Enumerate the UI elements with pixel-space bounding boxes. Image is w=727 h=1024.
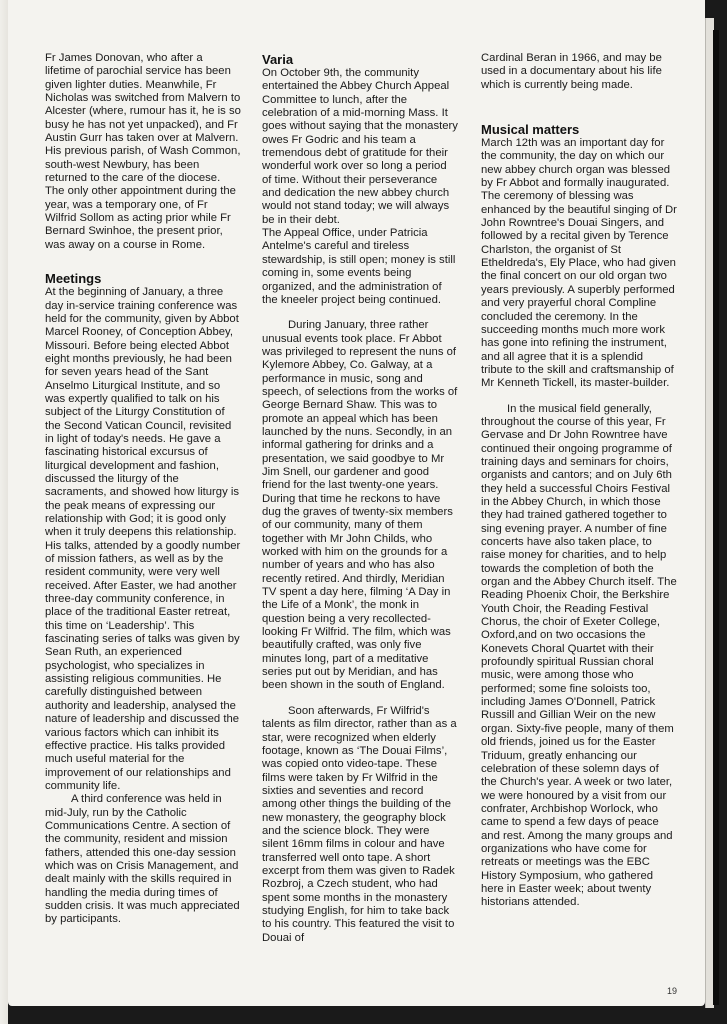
paragraph-appeal-committee: On October 9th, the community entertained the Abbey Church Appeal Committee to lunch, after the celebration of a mid-morning Mass. It goes without saying that the monastery owes Fr Godric and his team a tremendous debt of gratitude for their wonderful work over so long a period of time. Without their perseverance and dedication the new abbey church would not stand today; we will always be in their debt.: [262, 67, 458, 226]
paragraph-musical-field: In the musical field generally, throughout the course of this year, Fr Gervase and Dr John Rowntree have continued their ongoing programme of training days and seminars for choirs, organists and cantors; and on July 6th they held a successful Choirs Festival in the Abbey Church, in which those they had trained gathered together to sing evening prayer. A number of fine concerts have also taken place, to raise money for charities, and to help towards the completion of both the organ and the Abbey Church itself. The Reading Phoenix Choir, the Berkshire Youth Choir, the Reading Festival Chorus, the choir of Exeter College, Oxford,and on two occasions the Konevets Choral Quartet with their profoundly spiritual Russian choral music, were among those who performed; some fine soloists too, including James O'Donnell, Patrick Russill and Gillian Weir on the new organ. Sixty-five people, many of them old friends, joined us for the Easter Triduum, greatly enhancing our celebration of these solemn days of the Church's year. A week or two later, we were honoured by a visit from our confrater, Archbishop Worlock, who came to spend a few days of peace and rest. Among the many groups and organizations who have come for retreats or meetings was the EBC History Symposium, who gathered here in Easter week; about twenty historians attended.: [481, 402, 677, 909]
page-number: 19: [667, 986, 678, 996]
column-middle: [262, 52, 458, 945]
paragraph-january-events: During January, three rather unusual events took place. Fr Abbot was privileged to represent the nuns of Kylemore Abbey, Co. Galway, at a performance in music, song and speech, of selections from the works of George Bernard Shaw. This was to promote an appeal which has been launched by the nuns. Secondly, in an informal gathering for drinks and a presentation, we said goodbye to Mr Jim Snell, our gardener and good friend for the last twenty-one years. During that time he reckons to have dug the graves of twenty-six members of our community, many of them together with Mr John Childs, who worked with him on the grounds for a number of years and who has also recently retired. And thirdly, Meridian TV spent a day here, filming ‘A Day in the Life of a Monk’, the monk in question being a very recollected-looking Fr Wilfrid. The film, which was beautifully crafted, was only five minutes long, part of a meditative series put out by Meridian, and has been shown in the south of England.: [262, 319, 458, 692]
scan-left-margin: [0, 0, 8, 1024]
heading-meetings: Meetings: [45, 271, 102, 287]
paragraph-organ-blessing: March 12th was an important day for the community, the day on which our new abbey church organ was blessed by Fr Abbot and formally inaugurated. The ceremony of blessing was enhanced by the beautiful singing of Dr John Rowntree's Douai Singers, and followed by a recital given by Terence Charlston, the organist of St Etheldreda's, Ely Place, who had given the final concert on our old organ two years previously. A superbly performed and very prayerful choral Compline concluded the ceremony. In the succeeding months much more work has gone into refining the instrument, and all agree that it is a splendid tribute to the skill and craftsmanship of Mr Kenneth Tickell, its master-builder.: [481, 137, 677, 390]
paragraph-third-conference: A third conference was held in mid-July, run by the Catholic Communications Centre. A section of the community, resident and mission fathers, attended this one-day session which was on Crisis Management, and dealt mainly with the skills required in handling the media during times of sudden crisis. It was much appreciated by participants.: [45, 793, 240, 926]
heading-musical-matters: Musical matters: [481, 122, 580, 138]
paragraph-appointments: Fr James Donovan, who after a lifetime of parochial service has been given lighter duties. Meanwhile, Fr Nicholas was switched from Malvern to Alcester (where, rumour has it, he is so busy he has not yet unpacked), and Fr Austin Gurr has taken over at Malvern. His previous parish, of Wash Common, south-west Newbury, has been returned to the care of the diocese. The only other appointment during the year, was a temporary one, of Fr Wilfrid Sollom as acting prior while Fr Bernard Swinhoe, the present prior, was away on a course in Rome.: [45, 52, 241, 251]
scan-right-border: [713, 30, 719, 1005]
heading-varia: Varia: [262, 52, 294, 67]
paragraph-cardinal-beran: Cardinal Beran in 1966, and may be used in a documentary about his life which is currently being made.: [481, 52, 662, 91]
paragraph-appeal-office: The Appeal Office, under Patricia Antelme's careful and tireless stewardship, is still open; money is still coming in, some events being organized, and the administration of the kneeler project being continued.: [262, 227, 456, 306]
paragraph-douai-films: Soon afterwards, Fr Wilfrid's talents as film director, rather than as a star, were recognized when elderly footage, known as ‘The Douai Films’, was copied onto video-tape. These films were taken by Fr Wilfrid in the sixties and seventies and record among other things the building of the new monastery, the geography block and the science block. They were silent 16mm films in colour and have transferred well onto tape. A short excerpt from them was given to Radek Rozbroj, a Czech student, who had spent some months in the monastery studying English, for him to take back to his country. This featured the visit to Douai of: [262, 704, 457, 944]
column-left: [45, 52, 241, 927]
column-right: [481, 52, 677, 910]
paragraph-conference-january: At the beginning of January, a three day in-service training conference was held for the community, given by Abbot Marcel Rooney, of Conception Abbey, Missouri. Before being elected Abbot eight months previously, he had been for seven years head of the Sant Anselmo Liturgical Institute, and so was expertly qualified to talk on his subject of the Liturgy Constitution of the Second Vatican Council, revisited in light of today's needs. He gave a fascinating historical excursus of liturgical development and fashion, discussed the liturgy of the sacraments, and showed how liturgy is the peak means of expressing our relationship with God; it is good only when it truly deepens this relationship. His talks, attended by a goodly number of mission fathers, as well as by the resident community, were very well received. After Easter, we had another three-day community conference, in place of the traditional Easter retreat, this time on ‘Leadership’. This fascinating series of talks was given by Sean Ruth, an experienced psychologist, who specializes in assisting religious communities. He carefully distinguished between authority and leadership, analysed the nature of leadership and discussed the various factors which can inhibit its effective practice. His talks provided much useful material for the improvement of our relationships and community life.: [45, 286, 241, 792]
